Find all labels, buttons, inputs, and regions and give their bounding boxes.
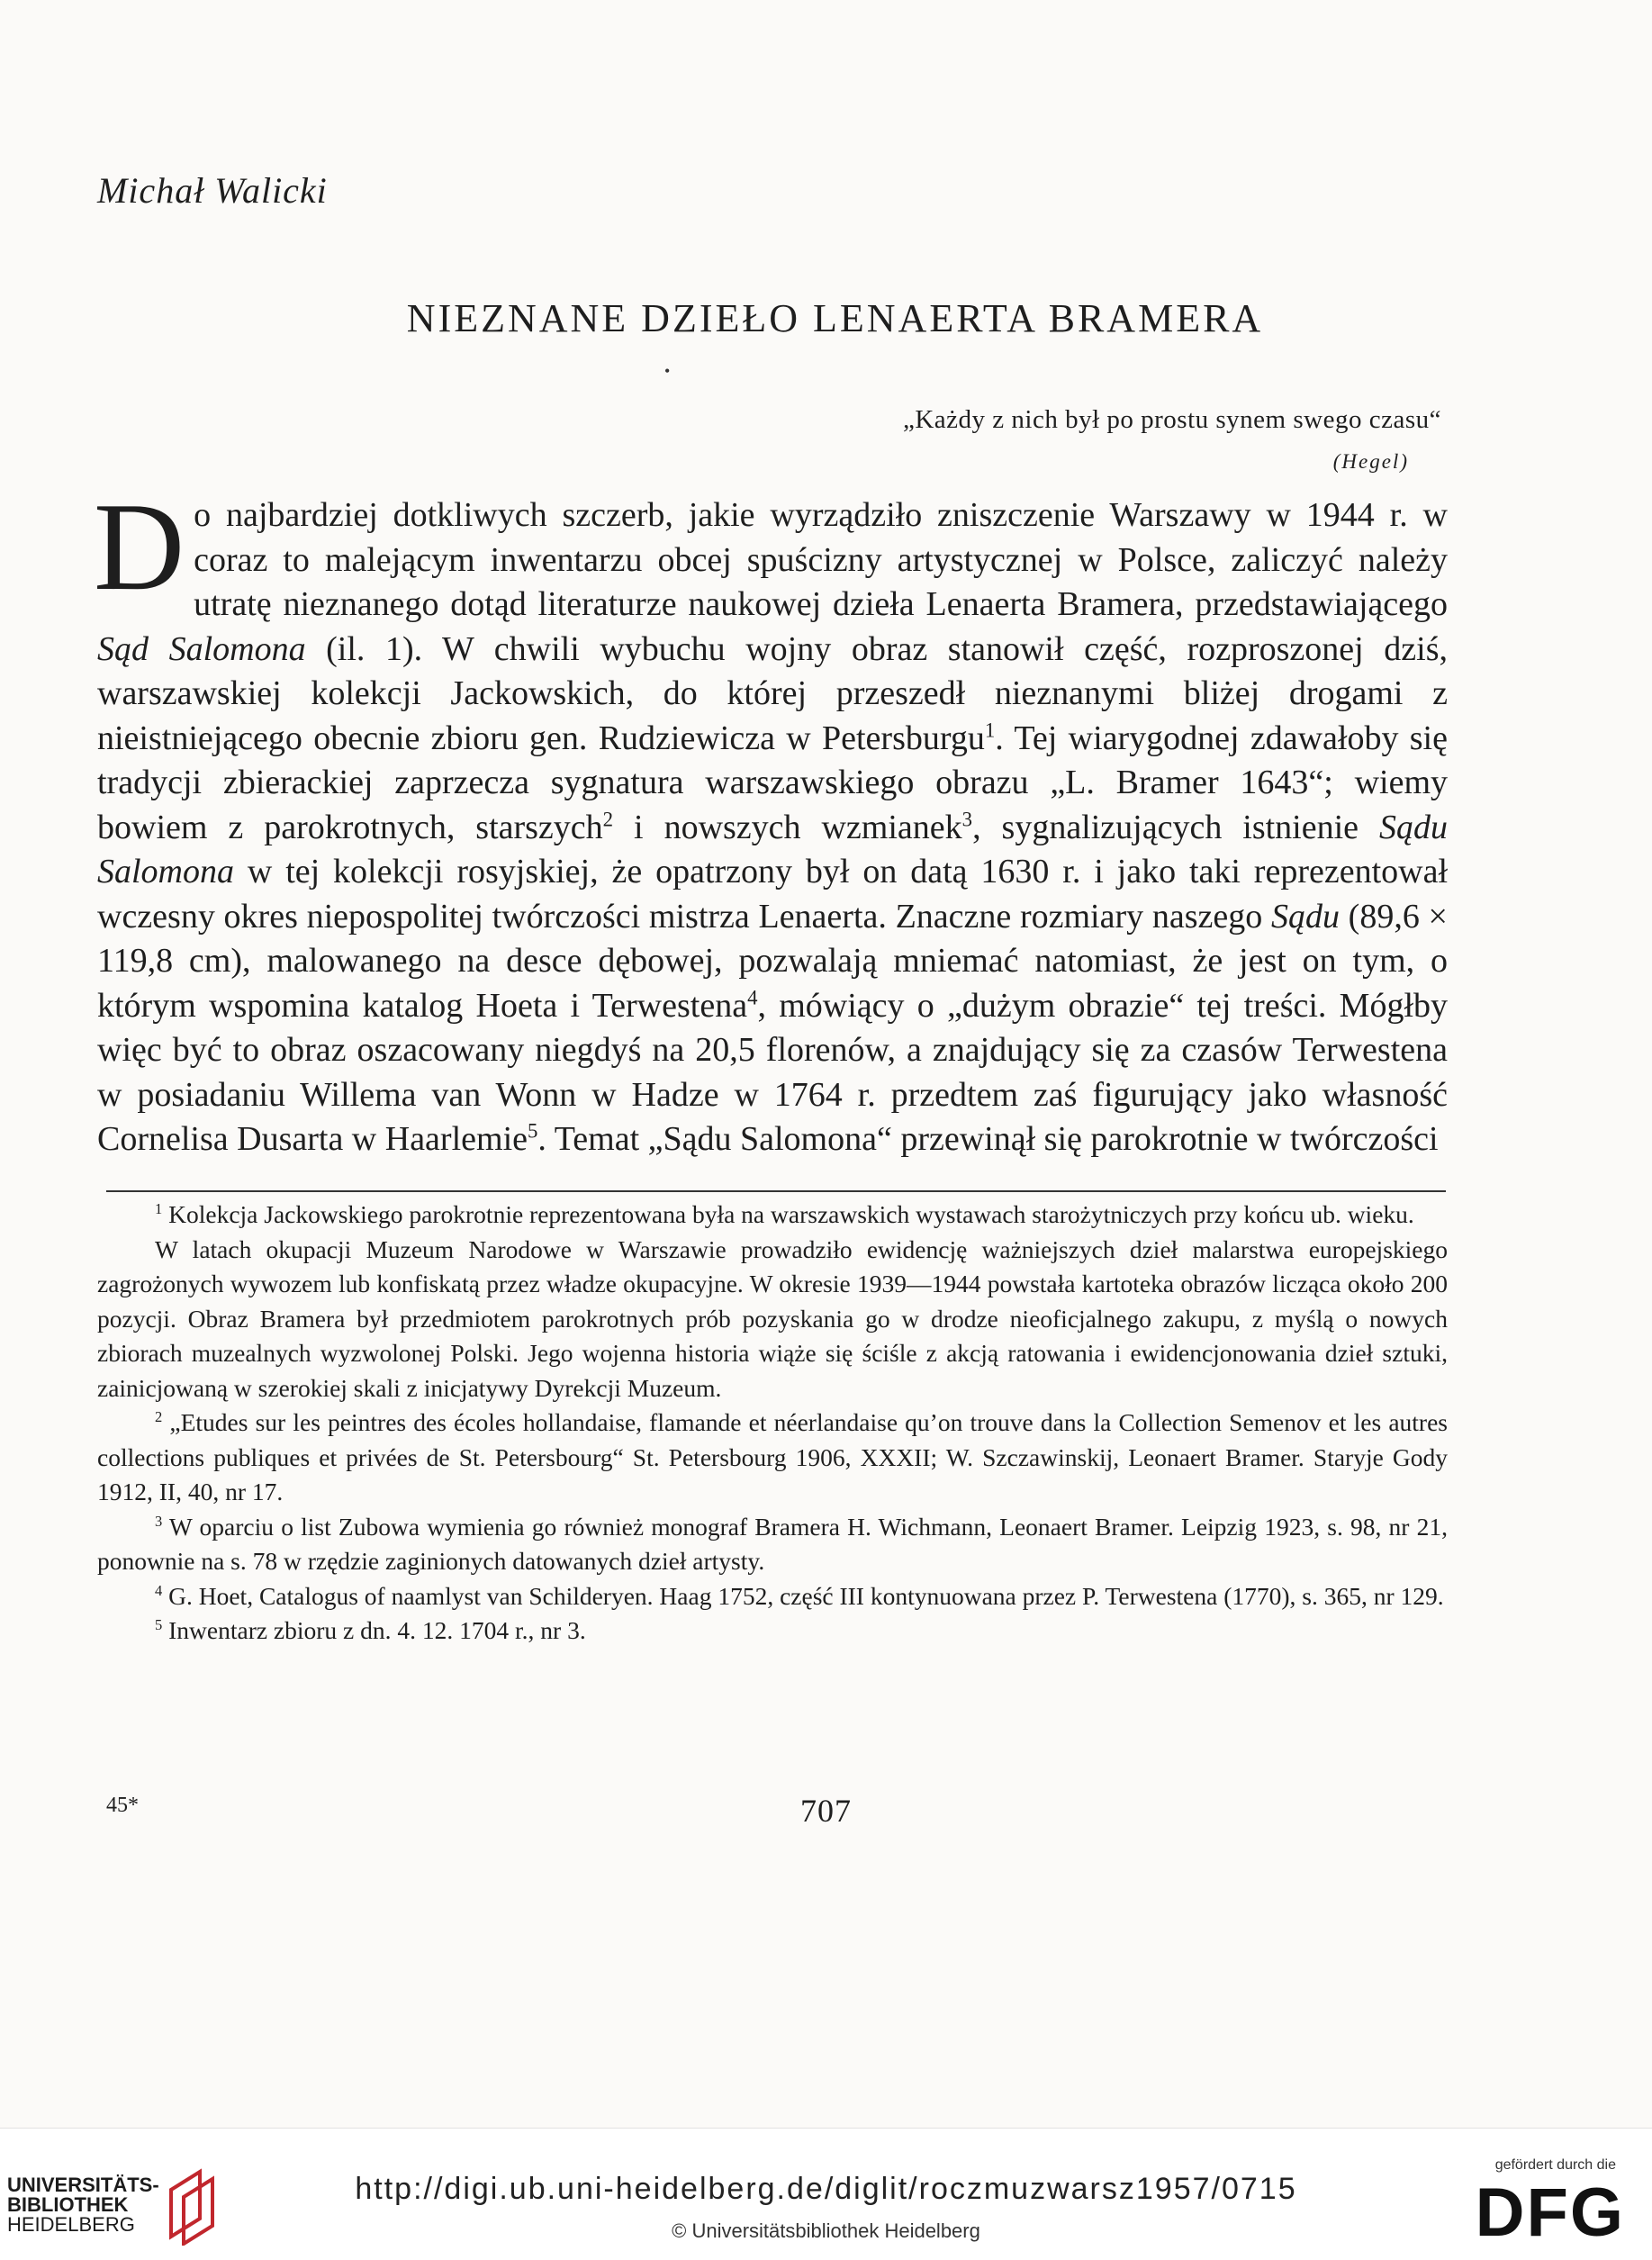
footnote-5-number: 5 <box>155 1615 163 1633</box>
footnote-1-number: 1 <box>155 1199 163 1217</box>
body-text-5: , sygnalizujących istnienie <box>972 808 1379 846</box>
dfg-logo: DFG <box>1475 2174 1625 2251</box>
epigraph-source: (Hegel) <box>1332 450 1409 473</box>
body-italic-2: Sądu Salomona <box>97 808 1448 890</box>
footnote-ref-3: 3 <box>961 807 973 830</box>
body-text-6: w tej kolekcji rosyjskiej, że opatrzony był on datą 1630 r. i jako taki reprezentował wczesny okres niepospolitej twórczości mistrza Lenaerta. Znaczne rozmiary naszego <box>97 853 1448 936</box>
epigraph-quote: „Każdy z nich był po prostu synem swego czasu“ <box>902 405 1441 434</box>
library-name-line-1: UNIVERSITÄTS- <box>7 2174 159 2196</box>
footnote-ref-5: 5 <box>528 1119 538 1143</box>
footnote-4-number: 4 <box>155 1581 163 1599</box>
author-name: Michał Walicki <box>97 170 328 211</box>
body-paragraph <box>94 477 1448 1162</box>
copyright-notice: © Universitätsbibliothek Heidelberg <box>672 2219 980 2242</box>
footnote-1 <box>97 1198 1448 1233</box>
permalink-url[interactable]: http://digi.ub.uni-heidelberg.de/diglit/roczmuzwarsz1957/0715 <box>355 2172 1297 2206</box>
footnote-3-number: 3 <box>155 1512 163 1530</box>
footnote-ref-2: 2 <box>602 807 614 830</box>
footnote-4-text: G. Hoet, Catalogus of naamlyst van Schilderyen. Haag 1752, część III kontynuowana przez P. Terwestena (1770), s. 365, nr 129. <box>162 1581 1444 1610</box>
body-text-7: (89,6 × 119,8 cm), malowanego na desce dębowej, pozwalają mniemać natomiast, że jest on tym, o którym wspomina katalog Hoeta i Terwestena <box>97 897 1448 1025</box>
footnote-3 <box>97 1510 1448 1579</box>
body-text-8: , mówiący o „dużym obrazie“ tej treści. Mógłby więc być to obraz oszacowany niegdyś na 20,5 florenów, a znajdujący się za czasów Terwestena w posiadaniu Willema van Wonn w Hadze w 1764 r. przedtem zaś figurujący jako własność Cornelisa Dusarta w Haarlemie <box>97 986 1448 1158</box>
viewer-footer <box>0 2128 1652 2260</box>
footnote-1-paragraph-2: W latach okupacji Muzeum Narodowe w Warszawie prowadziło ewidencję ważniejszych dzieł malarstwa europejskiego zagrożonych wywozem lub konfiskatą przez władze okupacyjne. W okresie 1939—1944 powstała kartoteka obrazów licząca około 200 pozycji. Obraz Bramera był przedmiotem parokrotnych prób pozyskania go w drodze nieoficjalnego zakupu, z myślą o nowych zbiorach muzealnych wyzwolonej Polski. Jego wojenna historia wiąże się ściśle z akcją ratowania i ewidencjonowania dzieł sztuki, zainicjowaną w szerokiej skali z inicjatywy Dyrekcji Muzeum. <box>97 1234 1448 1402</box>
library-name-line-2: BIBLIOTHEK <box>7 2193 129 2216</box>
ornament-mark: • <box>664 362 671 380</box>
footnote-3-text: W oparciu o list Zubowa wymienia go również monograf Bramera H. Wichmann, Leonaert Bramer. Leipzig 1923, s. 98, nr 21, ponownie na s. 78 w rzędzie zaginionych datowanych dzieł artysty. <box>97 1512 1448 1575</box>
library-name-line-3: HEIDELBERG <box>7 2213 135 2236</box>
body-text-1: o najbardziej dotkliwych szczerb, jakie wyrządziło zniszczenie Warszawy w 1944 r. w coraz to malejącym inwentarzu obcej spuścizny artystycznej w Polsce, zaliczyć należy utratę nieznanego dotąd literaturze naukowej dzieła Lenaerta Bramera, przedstawiającego <box>194 496 1448 623</box>
footnote-2-number: 2 <box>155 1407 163 1425</box>
footnote-ref-4: 4 <box>747 985 758 1008</box>
body-text-2: (il. 1). W chwili wybuchu wojny obraz stanowił część, rozproszonej dziś, warszawskiej kolekcji Jackowskich, do której przeszedł nieznanymi bliżej drogami z nieistniejącego obecnie zbioru gen. Rudziewicza w Petersburgu <box>97 629 1448 757</box>
signature-mark: 45* <box>106 1794 139 1817</box>
footnote-divider <box>106 1190 1446 1192</box>
footnote-ref-1: 1 <box>984 718 996 741</box>
footnote-5 <box>97 1614 1448 1649</box>
footnote-2 <box>97 1406 1448 1510</box>
page-number: 707 <box>800 1793 852 1829</box>
footnote-5-text: Inwentarz zbioru z dn. 4. 12. 1704 r., nr 3. <box>162 1616 586 1644</box>
footnotes <box>97 1198 1448 1649</box>
footnote-4 <box>97 1579 1448 1614</box>
footnote-2-text: „Etudes sur les peintres des écoles hollandaise, flamande et néerlandaise qu’on trouve dans la Collection Semenov et les autres collections publiques et privées de St. Petersbourg“ St. Petersbourg 1906, XXXII; W. Szczawinskij, Leonaert Bramer. Staryje Gody 1912, II, 40, nr 17. <box>97 1408 1448 1505</box>
footnote-1-text: Kolekcja Jackowskiego parokrotnie reprezentowana była na warszawskich wystawach starożytniczych przy końcu ub. wieku. <box>162 1200 1414 1228</box>
footnote-1-continued <box>97 1233 1448 1406</box>
body-text-4: i nowszych wzmianek <box>613 808 962 846</box>
body-text-9: . Temat „Sądu Salomona“ przewinął się parokrotnie w twórczości <box>537 1120 1439 1158</box>
article-title: NIEZNANE DZIEŁO LENAERTA BRAMERA <box>406 296 1264 340</box>
body-text-3: . Tej wiarygodnej zdawałoby się tradycji zbierackiej zaprzecza sygnatura warszawskiego obrazu „L. Bramer 1643“; wiemy bowiem z parokrotnych, starszych <box>97 719 1448 846</box>
funding-caption: gefördert durch die <box>1494 2157 1616 2173</box>
body-italic-3: Sądu <box>1270 897 1340 936</box>
drop-cap: D <box>94 477 185 617</box>
body-italic-1: Sąd Salomona <box>97 629 306 668</box>
